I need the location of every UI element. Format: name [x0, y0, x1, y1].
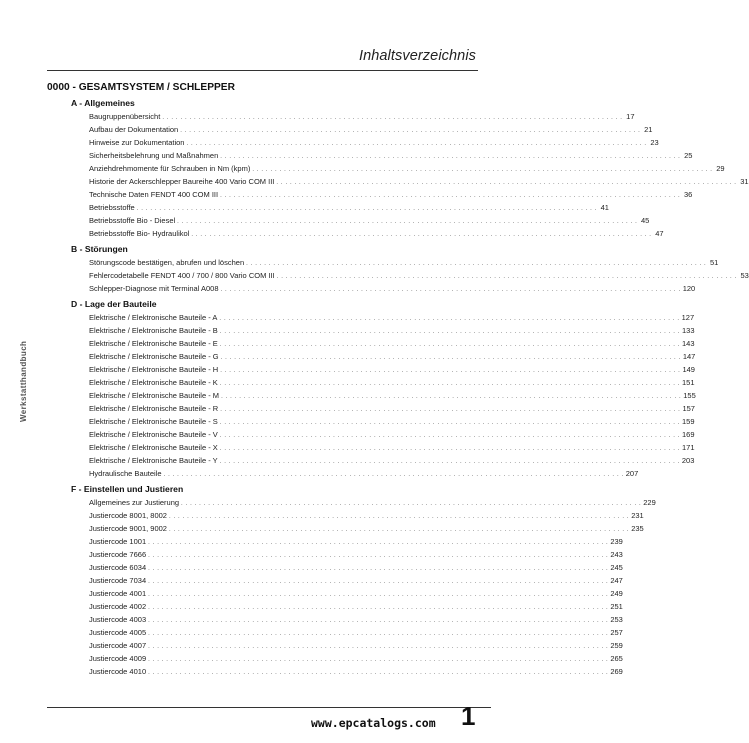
table-of-contents	[47, 81, 749, 678]
toc-entry[interactable]	[89, 269, 749, 282]
toc-entry-page: 159	[682, 417, 695, 426]
toc-entry-label: Elektrische / Elektronische Bauteile - S	[89, 417, 218, 426]
dot-leader: . . . . . . . . . . . . . . . . . . . . . . . . . . . . . . . . . . . . . . . . . . . . . . . . . . . . . . . . . . . . . . . . . . . . . . . . . . . . . . . . . . . . . . . . . . . . . . . . . . . . . .	[219, 446, 681, 452]
toc-entry-label: Justiercode 8001, 8002	[89, 511, 167, 520]
header-divider	[47, 70, 478, 71]
dot-leader: . . . . . . . . . . . . . . . . . . . . . . . . . . . . . . . . . . . . . . . . . . . . . . . . . . . . . . . . . . . . . . . . . . . . . . . . . . . . . . . . . . . . . . . . . . . . . . . . . . . . . .	[177, 219, 638, 225]
group-title: F - Einstellen und Justieren	[71, 484, 184, 494]
toc-entry-page: 31	[740, 177, 749, 186]
toc-entry-label: Justiercode 6034	[89, 563, 147, 572]
toc-entry-label: Sicherheitsbelehrung und Maßnahmen	[89, 151, 219, 160]
toc-entry-label: Justiercode 4002	[89, 602, 147, 611]
toc-entry-label: Elektrische / Elektronische Bauteile - X	[89, 443, 218, 452]
toc-entry-label: Justiercode 4005	[89, 628, 147, 637]
toc-entry-label: Elektrische / Elektronische Bauteile - A	[89, 313, 218, 322]
toc-entry-label: Justiercode 4009	[89, 654, 147, 663]
toc-entry-page: 229	[643, 498, 656, 507]
toc-entry[interactable]	[89, 639, 623, 652]
group-title: A - Allgemeines	[71, 98, 135, 108]
dot-leader: . . . . . . . . . . . . . . . . . . . . . . . . . . . . . . . . . . . . . . . . . . . . . . . . . . . . . . . . . . . . . . . . . . . . . . . . . . . . . . . . . . . . . . . . . . . . . . . . . . . . . .	[148, 579, 609, 585]
toc-entry[interactable]	[89, 136, 659, 149]
dot-leader: . . . . . . . . . . . . . . . . . . . . . . . . . . . . . . . . . . . . . . . . . . . . . . . . . . . . . . . . . . . . . . . . . . . . . . . . . . . . . . . . . . . . . . . . . . . . . . . . . . . . . .	[219, 433, 681, 439]
toc-entry-label: Aufbau der Dokumentation	[89, 125, 179, 134]
dot-leader: . . . . . . . . . . . . . . . . . . . . . . . . . . . . . . . . . . . . . . . . . . . . . . . . . . . . . . . . . . . . . . . . . . . . . . . . . . . . . . . . . . . . . . . . . . . . . . . . . . . . . .	[148, 592, 609, 598]
toc-entry-label: Justiercode 7034	[89, 576, 147, 585]
toc-entry-page: 147	[682, 352, 696, 361]
toc-entry-page: 171	[682, 443, 695, 452]
toc-entry[interactable]	[89, 201, 609, 214]
dot-leader: . . . . . . . . . . . . . . . . . . . . . . . . . . . . . . . . . . . . . . . . . . . . . . . . . . . . . . . . . . . . . . . . . . . . . . . . . . . . . . . . . . . . . . . . . . . . . . . . . . . . . .	[276, 274, 737, 280]
toc-entry-label: Elektrische / Elektronische Bauteile - Y	[89, 456, 218, 465]
toc-entry-label: Fehlercodetabelle FENDT 400 / 700 / 800 Vario COM III	[89, 271, 275, 280]
toc-entry-label: Elektrische / Elektronische Bauteile - M	[89, 391, 220, 400]
dot-leader: . . . . . . . . . . . . . . . . . . . . . . . . . . . . . . . . . . . . . . . . . . . . . . . . . . . . . . . . . . . . . . . . . . . . . . . . . . . . . . . . . . . . . . . . . . . . . . . . . . . . . .	[162, 115, 623, 121]
dot-leader: . . . . . . . . . . . . . . . . . . . . . . . . . . . . . . . . . . . . . . . . . . . . . . . . . . . . . . . . . . . . . . . . . . . . . . . . . . . . . . . . . . . . . . . . . . . . . . . . . . . . . .	[180, 128, 641, 134]
dot-leader: . . . . . . . . . . . . . . . . . . . . . . . . . . . . . . . . . . . . . . . . . . . . . . . . . . . . . . . . . . . . . . . . . . . . . . . . . . . . . . . . . . . . . . . . . . . . . . . . . . . . . .	[168, 527, 630, 533]
toc-entry-label: Justiercode 1001	[89, 537, 147, 546]
toc-entry-label: Elektrische / Elektronische Bauteile - R	[89, 404, 219, 413]
toc-entry[interactable]	[89, 363, 695, 376]
dot-leader: . . . . . . . . . . . . . . . . . . . . . . . . . . . . . . . . . . . . . . . . . . . . . . . . . . . . . . . . . . . . . . . . . . . . . . . . . . . . . . . . . . . . . . . . . . . . . . . . . . . . . .	[163, 472, 624, 478]
toc-entry-label: Betriebsstoffe Bio - Diesel	[89, 216, 176, 225]
toc-entry-label: Justiercode 9001, 9002	[89, 524, 167, 533]
toc-entry[interactable]	[89, 454, 695, 467]
toc-entry-label: Justiercode 7666	[89, 550, 147, 559]
toc-entry[interactable]	[89, 496, 656, 509]
toc-entry-page: 207	[625, 469, 639, 478]
toc-entry[interactable]	[89, 389, 696, 402]
toc-entry-page: 51	[709, 258, 719, 267]
group-title: D - Lage der Bauteile	[71, 299, 157, 309]
toc-entry[interactable]	[89, 188, 693, 201]
dot-leader: . . . . . . . . . . . . . . . . . . . . . . . . . . . . . . . . . . . . . . . . . . . . . . . . . . . . . . . . . . . . . . . . . . . . . . . . . . . . . . . . . . . . . . . . . . . . . . . . . . . . . .	[148, 540, 609, 546]
toc-entry-page: 17	[626, 112, 635, 121]
toc-entry[interactable]	[89, 214, 650, 227]
toc-entry-label: Elektrische / Elektronische Bauteile - K	[89, 378, 218, 387]
dot-leader: . . . . . . . . . . . . . . . . . . . . . . . . . . . . . . . . . . . . . . . . . . . . . . . . . . . . . . . . . . . . . . . . . . . . . . . . . . . . . . . . . . . . . . . . . . . . . . . . . . . . . .	[191, 232, 652, 238]
toc-entry-label: Elektrische / Elektronische Bauteile - E	[89, 339, 218, 348]
dot-leader: . . . . . . . . . . . . . . . . . . . . . . . . . . . . . . . . . . . . . . . . . . . . . . . . . . . . . . . . . . . . . . . . . . . . . . . . . . . . . . . . . . . . . . . . . . . . . . . . . . . . . .	[219, 459, 680, 465]
toc-entry-page: 21	[644, 125, 653, 134]
toc-entry-label: Justiercode 4010	[89, 667, 147, 676]
toc-entry-page: 253	[610, 615, 623, 624]
toc-entry-label: Elektrische / Elektronische Bauteile - H	[89, 365, 219, 374]
toc-entry-label: Schlepper-Diagnose mit Terminal A008	[89, 284, 219, 293]
toc-entry-page: 157	[682, 404, 695, 413]
dot-leader: . . . . . . . . . . . . . . . . . . . . . . . . . . . . . . . . . . . . . . . . . . . . . . . . . . . . . . . . . . . . . . . . . . . . . . . . . . . . . . . . . . . . . . . . . . . . . . . . . . . . . .	[252, 167, 713, 173]
toc-entry[interactable]	[89, 282, 696, 295]
toc-entry-label: Betriebsstoffe Bio- Hydraulikol	[89, 229, 190, 238]
toc-entry[interactable]	[89, 311, 695, 324]
toc-entry[interactable]	[89, 324, 695, 337]
toc-entry-page: 133	[682, 326, 695, 335]
toc-entry-label: Betriebsstoffe	[89, 203, 135, 212]
toc-entry[interactable]	[89, 337, 695, 350]
toc-entry[interactable]	[89, 522, 644, 535]
toc-entry[interactable]	[89, 428, 695, 441]
toc-entry-label: Elektrische / Elektronische Bauteile - G	[89, 352, 219, 361]
dot-leader: . . . . . . . . . . . . . . . . . . . . . . . . . . . . . . . . . . . . . . . . . . . . . . . . . . . . . . . . . . . . . . . . . . . . . . . . . . . . . . . . . . . . . . . . . . . . . . . . . . . . . .	[221, 394, 682, 400]
dot-leader: . . . . . . . . . . . . . . . . . . . . . . . . . . . . . . . . . . . . . . . . . . . . . . . . . . . . . . . . . . . . . . . . . . . . . . . . . . . . . . . . . . . . . . . . . . . . . . . . . . . . . .	[219, 329, 681, 335]
toc-entry-page: 36	[683, 190, 693, 199]
dot-leader: . . . . . . . . . . . . . . . . . . . . . . . . . . . . . . . . . . . . . . . . . . . . . . . . . . . . . . . . . . . . . . . . . . . . . . . . . . . . . . . . . . . . . . . . . . . . . . . . . . . . . .	[148, 644, 609, 650]
dot-leader: . . . . . . . . . . . . . . . . . . . . . . . . . . . . . . . . . . . . . . . . . . . . . . . . . . . . . . . . . . . . . . . . . . . . . . . . . . . . . . . . . . . . . . . . . . . . . . . . . . . . . .	[148, 618, 609, 624]
toc-entry[interactable]	[89, 415, 695, 428]
dot-leader: . . . . . . . . . . . . . . . . . . . . . . . . . . . . . . . . . . . . . . . . . . . . . . . . . . . . . . . . . . . . . . . . . . . . . . . . . . . . . . . . . . . . . . . . . . . . . . . . . . . . . .	[186, 141, 647, 147]
toc-entry-label: Technische Daten FENDT 400 COM III	[89, 190, 219, 199]
toc-entry[interactable]	[89, 175, 749, 188]
toc-entry[interactable]	[89, 441, 695, 454]
toc-entry-page: 169	[682, 430, 695, 439]
toc-entry[interactable]	[89, 535, 623, 548]
toc-entry[interactable]	[89, 613, 623, 626]
toc-entry-page: 155	[683, 391, 696, 400]
dot-leader: . . . . . . . . . . . . . . . . . . . . . . . . . . . . . . . . . . . . . . . . . . . . . . . . . . . . . . . . . . . . . . . . . . . . . . . . . . . . . . . . . . . . . . . . . . . . . . . . . . . . . .	[181, 501, 642, 507]
dot-leader: . . . . . . . . . . . . . . . . . . . . . . . . . . . . . . . . . . . . . . . . . . . . . . . . . . . . . . . . . . . . . . . . . . . . . . . . . . . . . . . . . . . . . . . . . . . . . . . . . . . . . .	[220, 154, 681, 160]
toc-entry[interactable]	[89, 350, 696, 363]
header-title: Inhaltsverzeichnis	[358, 48, 476, 64]
toc-entry-page: 245	[610, 563, 623, 572]
toc-entry-page: 149	[682, 365, 695, 374]
side-label: Werkstatthandbuch	[19, 340, 28, 422]
toc-entry-label: Elektrische / Elektronische Bauteile - B	[89, 326, 218, 335]
dot-leader: . . . . . . . . . . . . . . . . . . . . . . . . . . . . . . . . . . . . . . . . . . . . . . . . . . . . . . . . . . . . . . . . . . . . . . . . . . . . . . . . . . . . . . . . . . . . . . . . . . . . . .	[220, 287, 681, 293]
toc-entry-label: Justiercode 4003	[89, 615, 147, 624]
dot-leader: . . . . . . . . . . . . . . . . . . . . . . . . . . . . . . . . . . . . . . . . . . . . . . . . . . . . . . . . . . . . . . . . . . . . . . . . . . . . . . . . . . . . . . . . . . . . . . . . . . . . . .	[220, 368, 681, 374]
toc-entry-page: 25	[684, 151, 693, 160]
toc-entry[interactable]	[89, 587, 623, 600]
toc-entry-page: 41	[600, 203, 609, 212]
toc-entry-page: 45	[641, 216, 650, 225]
toc-entry-label: Störungscode bestätigen, abrufen und löschen	[89, 258, 245, 267]
footer-divider	[47, 707, 491, 708]
dot-leader: . . . . . . . . . . . . . . . . . . . . . . . . . . . . . . . . . . . . . . . . . . . . . . . . . . . . . . . . . . . . . . . . . . . . . . . . . . . . . . . . . . . . . . . . . . . . . . . . . . . . . .	[219, 316, 680, 322]
dot-leader: . . . . . . . . . . . . . . . . . . . . . . . . . . . . . . . . . . . . . . . . . . . . . . . . . . . . . . . . . . . . . . . . . . . . . . . . . . . . . . . . . . . . . . . . . . . . . . . . . . . . . .	[220, 355, 681, 361]
toc-entry-page: 235	[631, 524, 644, 533]
toc-entry-page: 151	[682, 378, 695, 387]
toc-entry-label: Baugruppenübersicht	[89, 112, 161, 121]
toc-entry-page: 23	[650, 138, 659, 147]
toc-entry[interactable]	[89, 256, 719, 269]
toc-entry-page: 247	[610, 576, 623, 585]
group-title: B - Störungen	[71, 244, 128, 254]
toc-entry-label: Hinweise zur Dokumentation	[89, 138, 185, 147]
toc-entry-page: 239	[610, 537, 623, 546]
toc-entry-label: Anziehdrehmomente für Schrauben in Nm (kpm)	[89, 164, 251, 173]
section-title: 0000 - GESAMTSYSTEM / SCHLEPPER	[47, 82, 235, 93]
dot-leader: . . . . . . . . . . . . . . . . . . . . . . . . . . . . . . . . . . . . . . . . . . . . . . . . . . . . . . . . . . . . . . . . . . . . . . . . . . . . . . . . . . . . . . . . . . . . . . . . . . . . . .	[148, 553, 609, 559]
toc-entry[interactable]	[89, 574, 623, 587]
dot-leader: . . . . . . . . . . . . . . . . . . . . . . . . . . . . . . . . . . . . . . . . . . . . . . . . . . . . . . . . . . . . . . . . . . . . . . . . . . . . . . . . . . . . . . . . . . . . . . . . . . . . . .	[148, 566, 609, 572]
toc-entry[interactable]	[89, 162, 725, 175]
toc-entry-page: 265	[610, 654, 623, 663]
toc-groups	[47, 97, 749, 678]
toc-entry-label: Justiercode 4007	[89, 641, 147, 650]
dot-leader: . . . . . . . . . . . . . . . . . . . . . . . . . . . . . . . . . . . . . . . . . . . . . . . . . . . . . . . . . . . . . . . . . . . . . . . . . . . . . . . . . . . . . . . . . . . . . . . . . . . . . .	[219, 381, 681, 387]
toc-entry[interactable]	[89, 376, 695, 389]
toc-entry-page: 203	[681, 456, 695, 465]
toc-entry-page: 53	[740, 271, 749, 280]
toc-entry-page: 127	[681, 313, 695, 322]
toc-entry[interactable]	[89, 509, 644, 522]
toc-entry-page: 231	[631, 511, 644, 520]
toc-entry[interactable]	[89, 548, 623, 561]
toc-entry-page: 120	[682, 284, 696, 293]
toc-entry[interactable]	[89, 123, 653, 136]
toc-entry[interactable]	[89, 665, 623, 678]
toc-entry-page: 249	[610, 589, 623, 598]
dot-leader: . . . . . . . . . . . . . . . . . . . . . . . . . . . . . . . . . . . . . . . . . . . . . . . . . . . . . . . . . . . . . . . . . . . . . . . . . . . . . . . . . . . . . . . . . . . . . . . . . . . . . .	[220, 407, 681, 413]
toc-entry-label: Elektrische / Elektronische Bauteile - V	[89, 430, 218, 439]
toc-entry-page: 251	[610, 602, 623, 611]
toc-entry[interactable]	[89, 402, 695, 415]
toc-entry[interactable]	[89, 600, 623, 613]
dot-leader: . . . . . . . . . . . . . . . . . . . . . . . . . . . . . . . . . . . . . . . . . . . . . . . . . . . . . . . . . . . . . . . . . . . . . . . . . . . . . . . . . . . . . . . . . . . . . . . . . . . . . .	[148, 605, 609, 611]
dot-leader: . . . . . . . . . . . . . . . . . . . . . . . . . . . . . . . . . . . . . . . . . . . . . . . . . . . . . . . . . . . . . . . . . . . . . . . . . . . . . . . . . . . . . . . . . . . . . . . . . . . . . .	[220, 193, 681, 199]
dot-leader: . . . . . . . . . . . . . . . . . . . . . . . . . . . . . . . . . . . . . . . . . . . . . . . . . . . . . . . . . . . . . . . . . . . . . . . . . . . . . . . . . . . . . . . . . . . . . . . . . . . . . .	[168, 514, 630, 520]
toc-entry-label: Allgemeines zur Justierung	[89, 498, 180, 507]
toc-entry[interactable]	[89, 467, 639, 480]
page-number: 1	[461, 701, 476, 731]
footer-url[interactable]: www.epcatalogs.com	[311, 716, 436, 730]
toc-entry[interactable]	[89, 561, 623, 574]
dot-leader: . . . . . . . . . . . . . . . . . . . . . . . . . . . . . . . . . . . . . . . . . . . . . . . . . . . . . . . . . . . . . . . . . . . . . . . . . . . . . . . . . . . . . . . . . . . . . . . . . . . . . .	[148, 657, 609, 663]
toc-entry-label: Historie der Ackerschlepper Baureihe 400 Vario COM III	[89, 177, 275, 186]
dot-leader: . . . . . . . . . . . . . . . . . . . . . . . . . . . . . . . . . . . . . . . . . . . . . . . . . . . . . . . . . . . . . . . . . . . . . . . . . . . . . . . . . . . . . . . . . . . . . . . . . . . . . .	[219, 342, 681, 348]
dot-leader: . . . . . . . . . . . . . . . . . . . . . . . . . . . . . . . . . . . . . . . . . . . . . . . . . . . . . . . . . . . . . . . . . . . . . . . . . . . . . . . . . . . . . . . . . . . . . . . . . . . . . .	[136, 206, 597, 212]
toc-entry[interactable]	[89, 227, 664, 240]
dot-leader: . . . . . . . . . . . . . . . . . . . . . . . . . . . . . . . . . . . . . . . . . . . . . . . . . . . . . . . . . . . . . . . . . . . . . . . . . . . . . . . . . . . . . . . . . . . . . . . . . . . . . .	[219, 420, 681, 426]
toc-entry-label: Justiercode 4001	[89, 589, 147, 598]
dot-leader: . . . . . . . . . . . . . . . . . . . . . . . . . . . . . . . . . . . . . . . . . . . . . . . . . . . . . . . . . . . . . . . . . . . . . . . . . . . . . . . . . . . . . . . . . . . . . . . . . . . . . .	[276, 180, 737, 186]
dot-leader: . . . . . . . . . . . . . . . . . . . . . . . . . . . . . . . . . . . . . . . . . . . . . . . . . . . . . . . . . . . . . . . . . . . . . . . . . . . . . . . . . . . . . . . . . . . . . . . . . . . . . .	[148, 670, 609, 676]
toc-entry[interactable]	[89, 626, 623, 639]
toc-entry-page: 243	[610, 550, 623, 559]
dot-leader: . . . . . . . . . . . . . . . . . . . . . . . . . . . . . . . . . . . . . . . . . . . . . . . . . . . . . . . . . . . . . . . . . . . . . . . . . . . . . . . . . . . . . . . . . . . . . . . . . . . . . .	[148, 631, 609, 637]
toc-entry-page: 29	[716, 164, 725, 173]
toc-entry-label: Hydraulische Bauteile	[89, 469, 162, 478]
toc-entry[interactable]	[89, 149, 693, 162]
dot-leader: . . . . . . . . . . . . . . . . . . . . . . . . . . . . . . . . . . . . . . . . . . . . . . . . . . . . . . . . . . . . . . . . . . . . . . . . . . . . . . . . . . . . . . . . . . . . . . . . . . . . . .	[246, 261, 707, 267]
toc-entry-page: 143	[682, 339, 695, 348]
toc-entry-page: 269	[610, 667, 623, 676]
toc-entry-page: 47	[655, 229, 664, 238]
toc-entry[interactable]	[89, 652, 623, 665]
toc-entry[interactable]	[89, 110, 635, 123]
toc-entry-page: 259	[610, 641, 623, 650]
toc-entry-page: 257	[610, 628, 623, 637]
